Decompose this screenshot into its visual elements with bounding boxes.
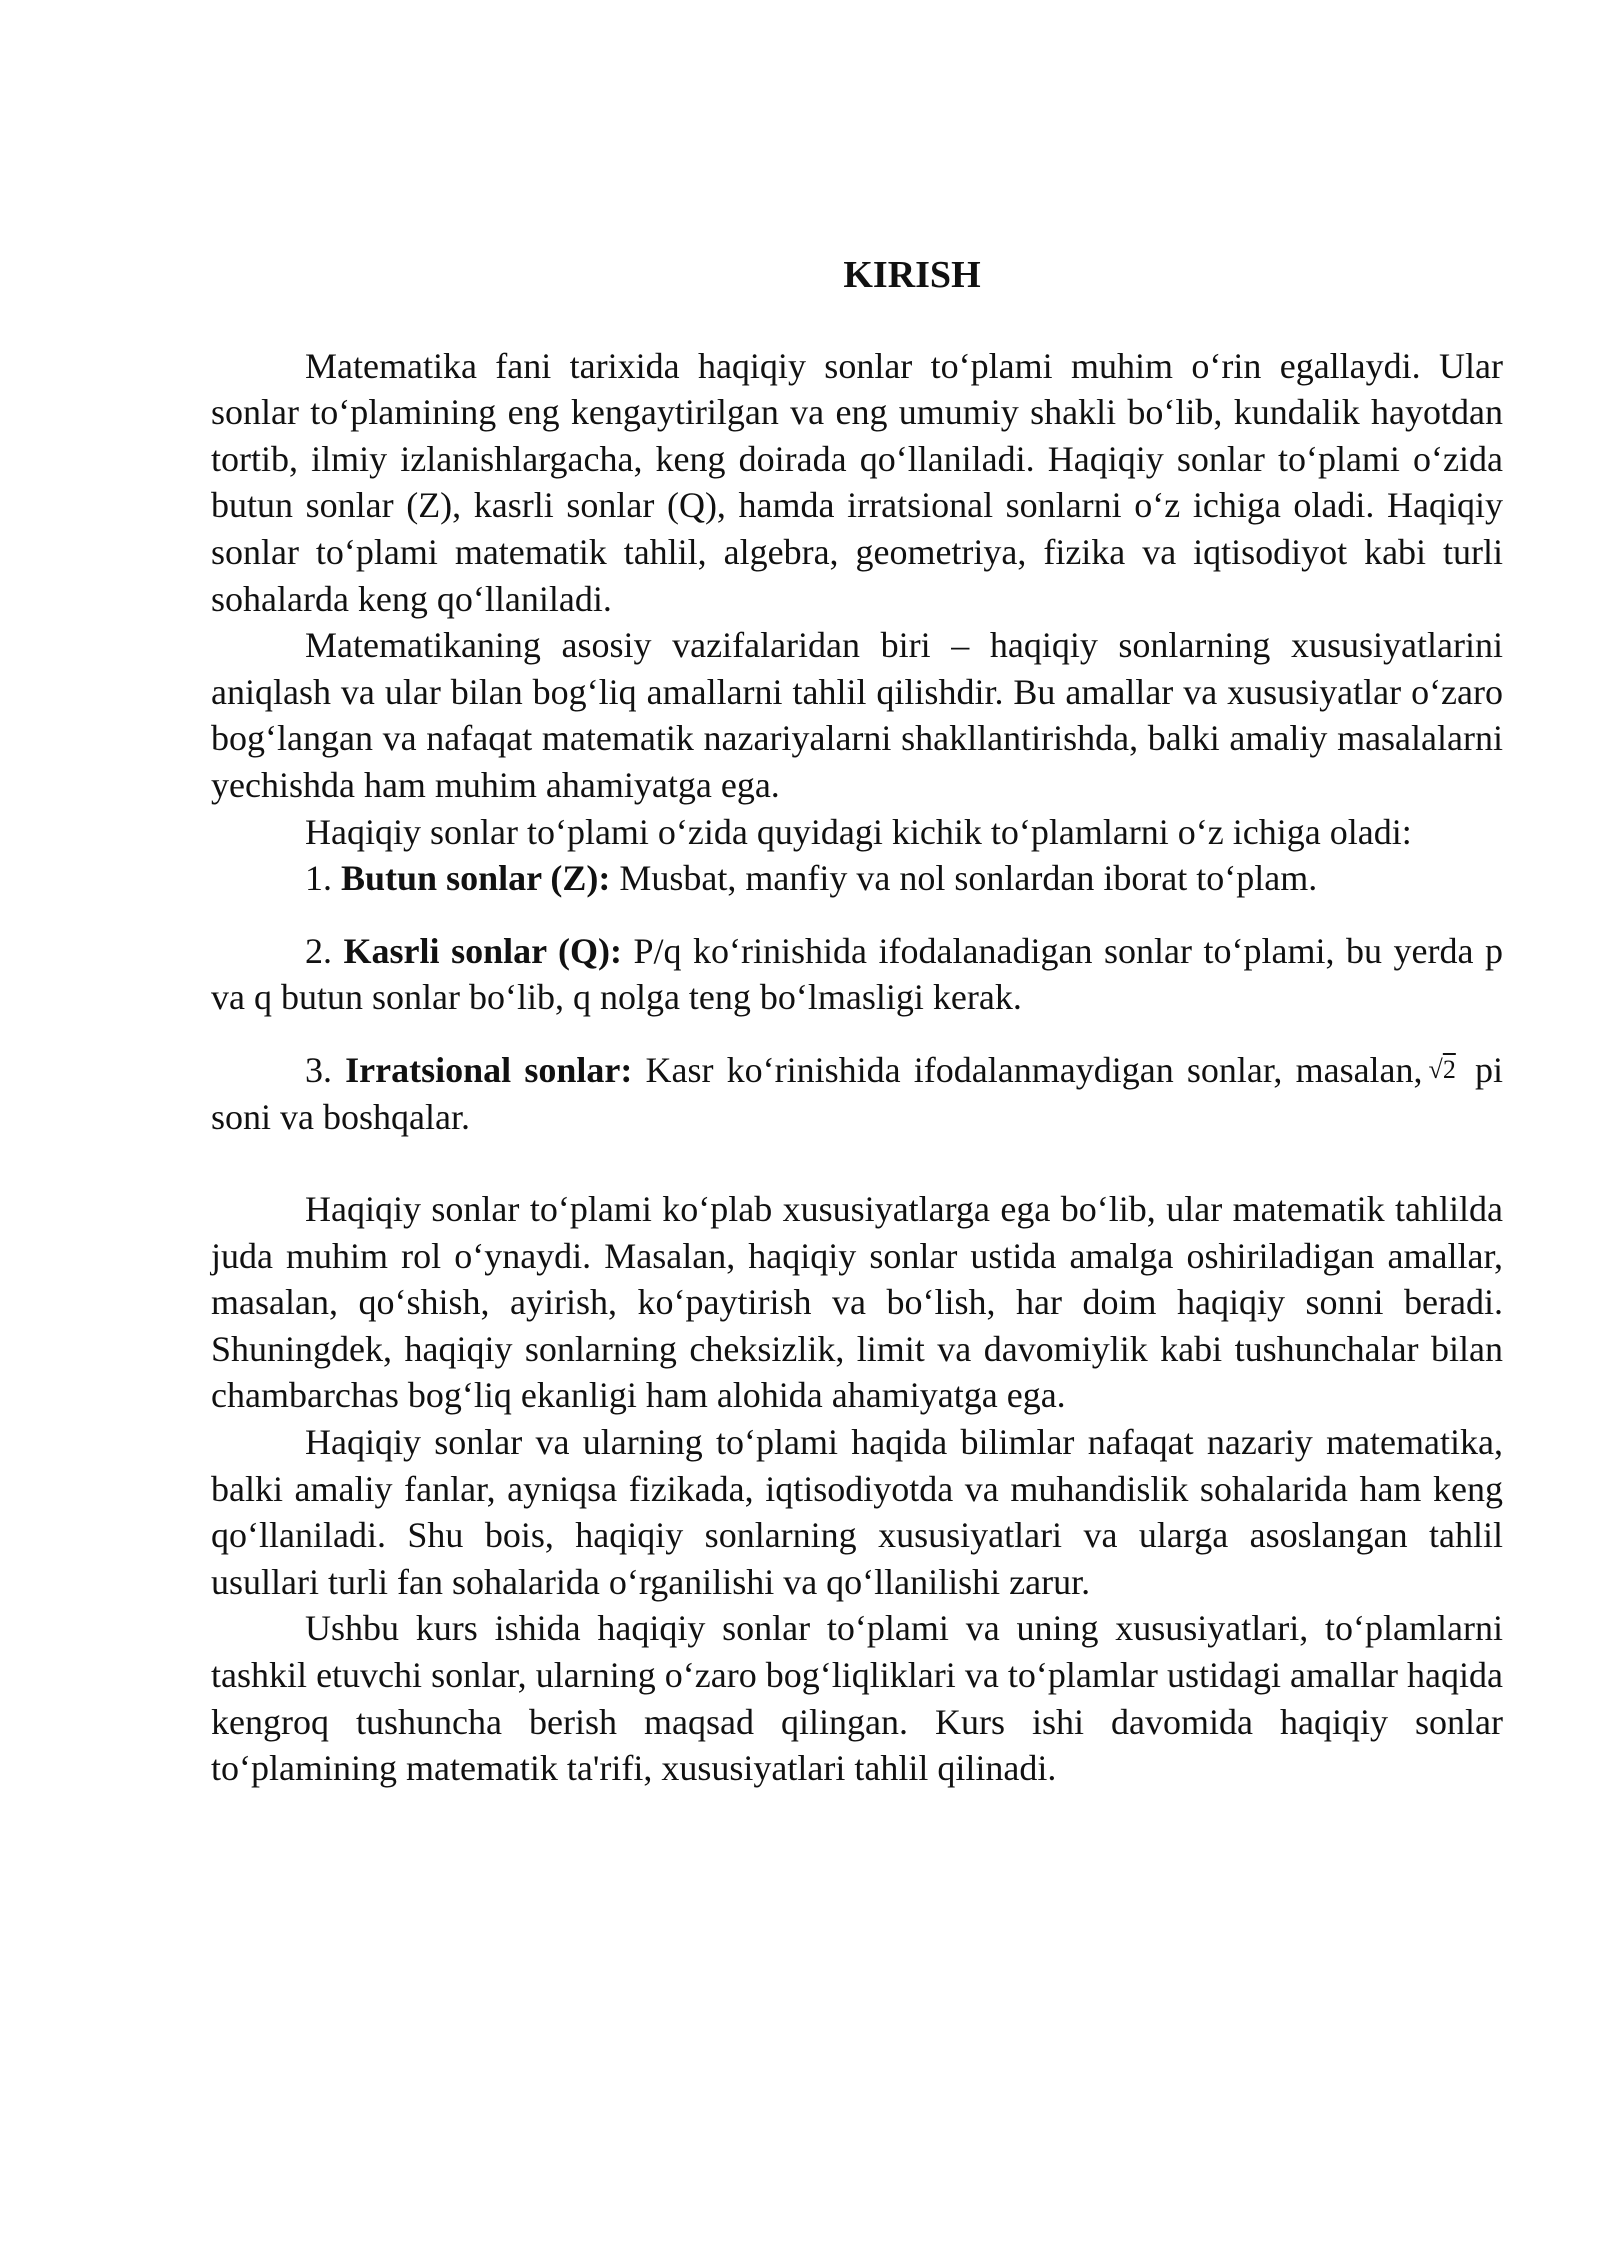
list-number: 2. <box>305 930 332 971</box>
list-number: 1. <box>305 858 332 899</box>
list-term: Butun sonlar (Z): <box>341 858 611 899</box>
list-number: 3. <box>305 1049 332 1090</box>
list-term: Irratsional sonlar: <box>345 1049 633 1090</box>
list-text-after: pi soni va boshqalar. <box>211 1049 1504 1137</box>
list-text: Musbat, manfiy va nol sonlardan iborat to‘plam. <box>619 858 1318 899</box>
paragraph-tasks: Matematikaning asosiy vazifalaridan biri – haqiqiy sonlarning xususiyatlarini aniqlash va ular bilan bog‘liq amallarni tahlil qilishdir. Bu amallar va xususiyatlar o‘zaro bog‘langan va nafaqat matematik nazariyalarni shakllantirishda, balki amaliy masalalarni yechishda ham muhim ahamiyatga ega. <box>211 625 1503 805</box>
paragraph-subsets-intro: Haqiqiy sonlar to‘plami o‘zida quyidagi kichik to‘plamlarni o‘z ichiga oladi: <box>305 811 1412 852</box>
paragraph-properties: Haqiqiy sonlar to‘plami ko‘plab xususiyatlarga ega bo‘lib, ular matematik tahlilda juda muhim rol o‘ynaydi. Masalan, haqiqiy sonlar ustida amalga oshiriladigan amallar, masalan, qo‘shish, ayirish, ko‘paytirish va bo‘lish, har doim haqiqiy sonni beradi. Shuningdek, haqiqiy sonlarning cheksizlik, limit va davomiylik kabi tushunchalar bilan chambarchas bog‘liq ekanligi ham alohida ahamiyatga ega. <box>211 1189 1503 1416</box>
paragraph-applications: Haqiqiy sonlar va ularning to‘plami haqida bilimlar nafaqat nazariy matematika, balki amaliy fanlar, ayniqsa fizikada, iqtisodiyotda va muhandislik sohalarida ham keng qo‘llaniladi. Shu bois, haqiqiy sonlarning xususiyatlari va ularga asoslangan tahlil usullari turli fan sohalarida o‘rganilishi va qo‘llanilishi zarur. <box>211 1422 1503 1602</box>
paragraph-course-goal: Ushbu kurs ishida haqiqiy sonlar to‘plami va uning xususiyatlari, to‘plamlarni tashkil etuvchi sonlar, ularning o‘zaro bog‘liqliklari va to‘plamlar ustidagi amallar haqida kengroq tushuncha berish maqsad qilingan. Kurs ishi davomida haqiqiy sonlar to‘plamining matematik ta'rifi, xususiyatlari tahlil qilinadi. <box>211 1608 1503 1789</box>
list-item-irrationals <box>211 1047 1503 1140</box>
sqrt-two-formula <box>1423 1055 1462 1084</box>
paragraph-intro: Matematika fani tarixida haqiqiy sonlar to‘plami muhim o‘rin egallaydi. Ular sonlar to‘plamining eng kengaytirilgan va eng umumiy shakli bo‘lib, kundalik hayotdan tortib, ilmiy izlanishlargacha, keng doirada qo‘llaniladi. Haqiqiy sonlar to‘plami o‘zida butun sonlar (Z), kasrli sonlar (Q), hamda irratsional sonlarni o‘z ichiga oladi. Haqiqiy sonlar to‘plami matematik tahlil, algebra, geometriya, fizika va iqtisodiyot kabi turli sohalarda keng qo‘llaniladi. <box>211 345 1503 619</box>
list-item-integers <box>211 855 1503 902</box>
list-text: Kasr ko‘rinishida ifodalanmaydigan sonlar, masalan, <box>645 1049 1423 1090</box>
list-item-rationals <box>211 928 1503 1021</box>
document-body <box>211 252 1503 1792</box>
list-text: P/q ko‘rinishida ifodalanadigan sonlar to‘plami, bu yerda p va q butun sonlar bo‘lib, q nolga teng bo‘lmasligi kerak. <box>211 930 1504 1018</box>
sqrt-symbol: √ <box>1428 1054 1443 1084</box>
list-term: Kasrli sonlar (Q): <box>343 930 622 971</box>
page-title: KIRISH <box>843 254 981 296</box>
sqrt-radicand: 2 <box>1442 1054 1456 1084</box>
